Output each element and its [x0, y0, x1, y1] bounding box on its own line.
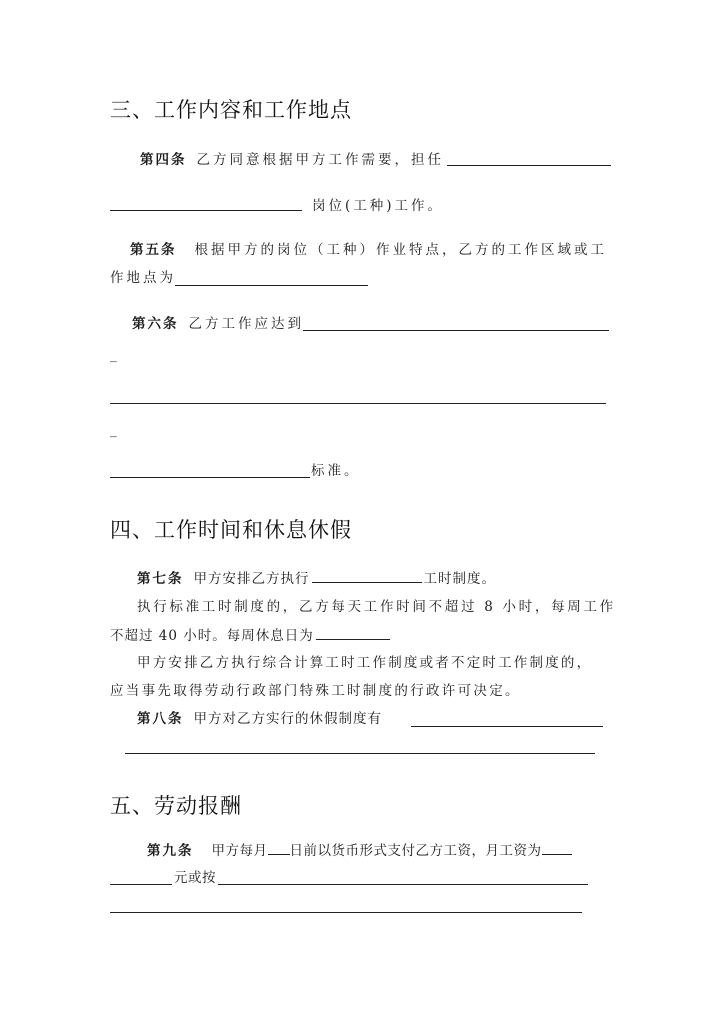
article-9-blank-2[interactable]	[218, 884, 588, 885]
article-7-text-end: 工时制度。	[423, 571, 496, 587]
article-6-line-1	[132, 314, 304, 334]
article-7-line	[137, 568, 496, 589]
article-9-text-1: 甲方每月	[211, 843, 268, 859]
article-6-blank-3[interactable]	[110, 477, 310, 478]
article-8-text: 甲方对乙方实行的休假制度有	[193, 711, 382, 727]
article-8-blank-2[interactable]	[125, 753, 595, 754]
rest-day-blank[interactable]	[316, 625, 390, 640]
pay-day-blank[interactable]	[268, 840, 290, 855]
section-heading-4: 四、工作时间和休息休假	[110, 518, 352, 542]
comprehensive-hours-line-2: 应当事先取得劳动行政部门特殊工时制度的行政许可决定。	[110, 683, 521, 699]
article-4-blank-1[interactable]	[447, 165, 611, 166]
article-8-line	[137, 709, 382, 729]
standard-hours-line-2	[110, 625, 390, 646]
article-4-text: 乙方同意根据甲方工作需要，担任	[196, 152, 444, 168]
article-8-label: 第八条	[137, 711, 184, 727]
article-9-line-1	[147, 840, 572, 861]
article-7-text: 甲方安排乙方执行	[193, 571, 310, 587]
article-9-line-2: 元或按	[174, 870, 216, 886]
article-5-line-1	[130, 240, 607, 260]
article-4-line-2: 岗位(工种)工作。	[312, 198, 445, 214]
article-6-blank-1[interactable]	[303, 330, 609, 331]
standard-hours-text: 不超过 40 小时。每周休息日为	[110, 628, 314, 644]
article-5-text: 根据甲方的岗位（工种）作业特点，乙方的工作区域或工	[194, 242, 607, 258]
article-5-label: 第五条	[130, 242, 177, 258]
article-6-blank-2[interactable]	[110, 403, 606, 404]
article-8-blank-1[interactable]	[411, 726, 603, 727]
article-7-blank[interactable]	[312, 568, 422, 583]
article-5-line-2: 作地点为	[110, 270, 176, 286]
monthly-wage-blank[interactable]	[542, 840, 572, 855]
article-6-marker-2: _	[110, 422, 117, 438]
article-9-label: 第九条	[147, 843, 194, 859]
article-6-label: 第六条	[132, 316, 179, 332]
article-4-line-1	[140, 150, 444, 170]
article-4-blank-2[interactable]	[110, 210, 302, 211]
article-7-label: 第七条	[137, 571, 184, 587]
comprehensive-hours-line-1: 甲方安排乙方执行综合计算工时工作制度或者不定时工作制度的，	[137, 655, 593, 671]
article-9-blank-3[interactable]	[110, 912, 582, 913]
article-6-marker-1: _	[110, 347, 117, 363]
article-6-text: 乙方工作应达到	[188, 316, 304, 332]
section-heading-3: 三、工作内容和工作地点	[110, 98, 352, 122]
article-9-blank-1[interactable]	[110, 884, 172, 885]
section-heading-5: 五、劳动报酬	[110, 794, 242, 818]
standard-hours-line-1: 执行标准工时制度的，乙方每天工作时间不超过 8 小时，每周工作	[137, 599, 616, 615]
article-5-blank[interactable]	[175, 285, 368, 286]
article-9-text-2: 日前以货币形式支付乙方工资，月工资为	[289, 843, 542, 859]
article-4-label: 第四条	[140, 152, 187, 168]
article-6-end: 标准。	[311, 463, 361, 479]
